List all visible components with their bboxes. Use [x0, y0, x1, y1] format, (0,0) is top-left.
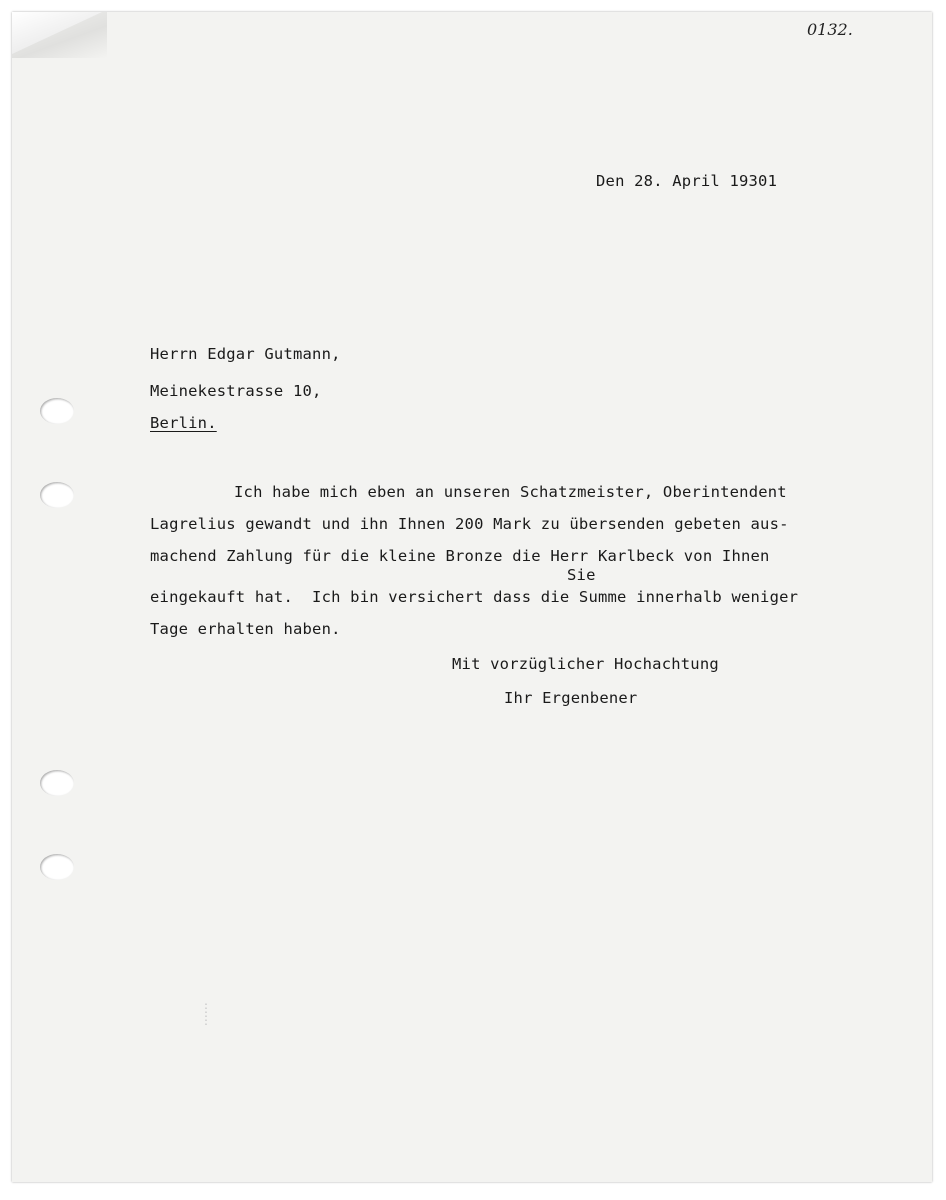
body-line-3: machend Zahlung für die kleine Bronze die Herr Karlbeck von Ihnen	[150, 547, 770, 565]
recipient-street: Meinekestrasse 10,	[150, 382, 322, 400]
body-insertion: Sie	[567, 566, 596, 584]
recipient-name: Herrn Edgar Gutmann,	[150, 345, 341, 363]
closing-signature: Ihr Ergenbener	[504, 689, 638, 707]
body-line-2: Lagrelius gewandt und ihn Ihnen 200 Mark zu übersenden gebeten aus-	[150, 515, 789, 533]
punch-hole	[40, 482, 74, 508]
punch-hole	[40, 770, 74, 796]
closing-greeting: Mit vorzüglicher Hochachtung	[452, 655, 719, 673]
body-line-4: eingekauft hat. Ich bin versichert dass die Summe innerhalb weniger	[150, 588, 799, 606]
punch-hole	[40, 398, 74, 424]
letter-page	[12, 12, 932, 1182]
faint-stray-mark: ⋮ ⋮	[200, 1001, 212, 1027]
body-line-1: Ich habe mich eben an unseren Schatzmeister, Oberintendent	[234, 483, 787, 501]
folded-corner-shadow	[12, 12, 107, 58]
recipient-city: Berlin.	[150, 414, 217, 432]
body-line-5: Tage erhalten haben.	[150, 620, 341, 638]
archive-number: 0132.	[807, 20, 853, 39]
punch-hole	[40, 854, 74, 880]
letter-date: Den 28. April 19301	[596, 172, 778, 190]
